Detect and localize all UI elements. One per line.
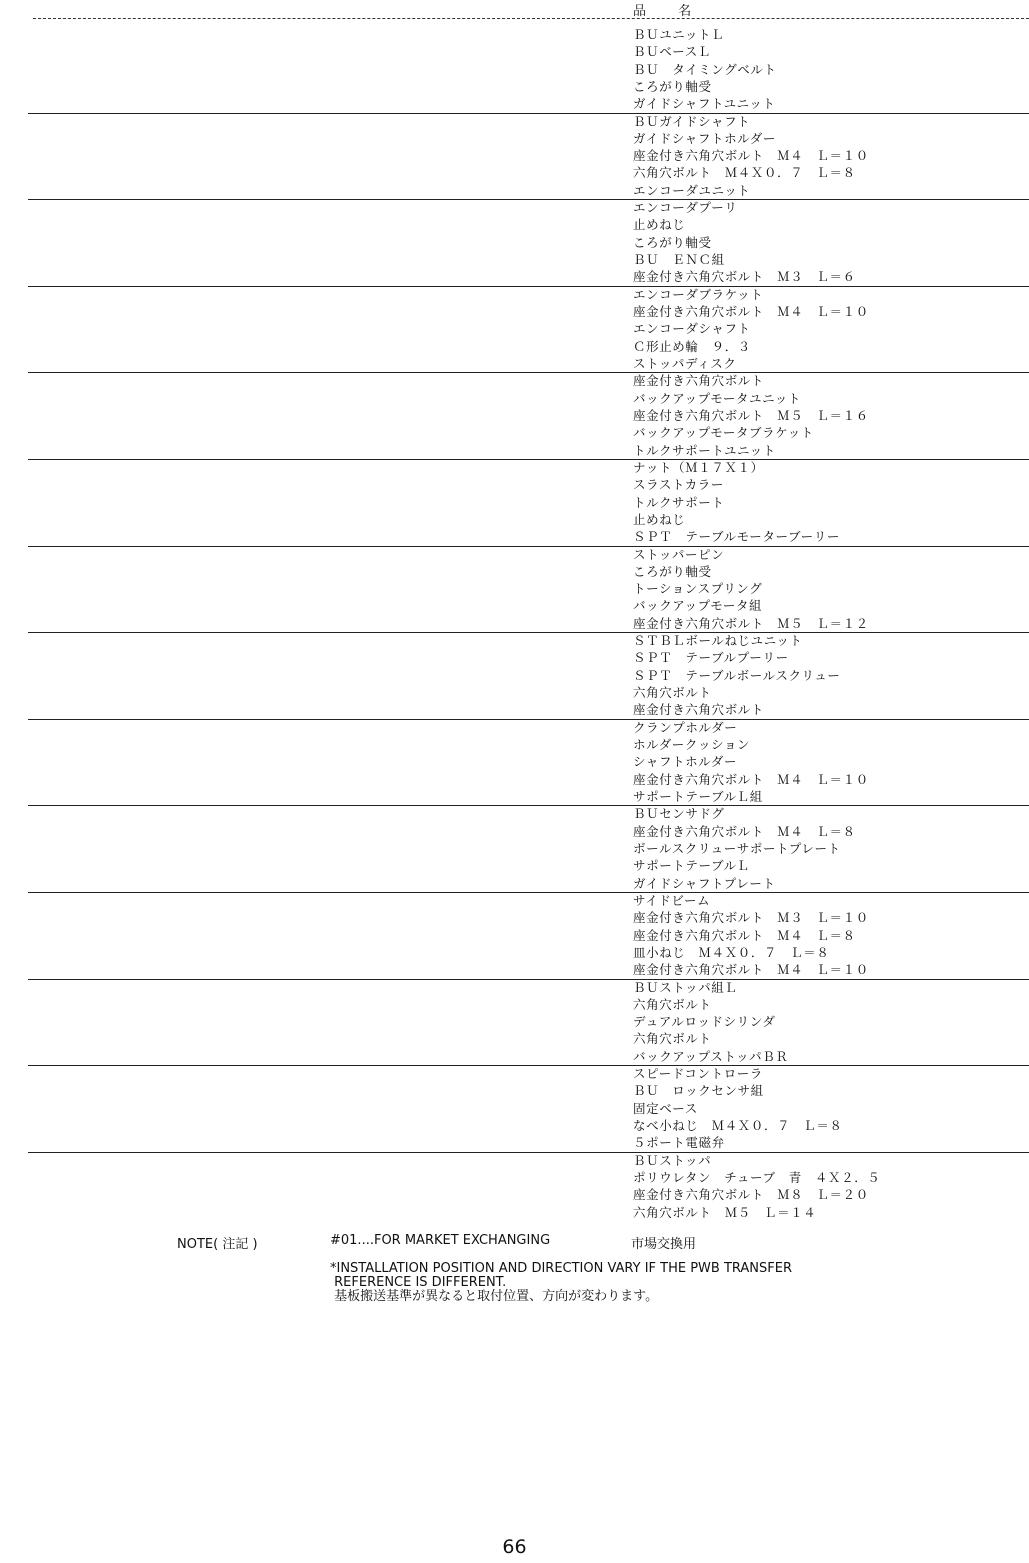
part-name: ポリウレタン チューブ 青 ４Ｘ２．５: [633, 1170, 881, 1186]
part-name: ＳＰＴ テーブルボールスクリュー: [633, 667, 841, 683]
parts-group: [0, 1152, 1029, 1239]
note-label: NOTE( 注記 ): [177, 1237, 258, 1252]
part-name: ＳＴＢＬボールねじユニット: [633, 633, 803, 649]
part-name: サイドビーム: [633, 892, 711, 908]
part-name: 六角穴ボルト: [633, 996, 712, 1012]
part-name: ストッパディスク: [633, 355, 737, 371]
note-japanese: 市場交換用: [631, 1237, 697, 1252]
part-name: ボールスクリューサポートプレート: [633, 840, 841, 856]
part-name: ＢＵガイドシャフト: [633, 113, 751, 129]
parts-group: [0, 632, 1029, 719]
part-name: 座金付き六角穴ボルト Ｍ３ Ｌ＝６: [633, 269, 856, 285]
header-dashed-line: [33, 18, 1029, 19]
part-name: サポートテーブルＬ組: [633, 788, 763, 804]
parts-group: [0, 546, 1029, 633]
part-name: スラストカラー: [633, 477, 724, 493]
part-name: 皿小ねじ Ｍ４Ｘ０．７ Ｌ＝８: [633, 944, 830, 960]
part-name: ＳＰＴ テーブルモーターブーリー: [633, 529, 840, 545]
part-name: 止めねじ: [633, 511, 686, 527]
part-name: ガイドシャフトホルダー: [633, 130, 776, 146]
part-name: Ｃ形止め輪 ９．３: [633, 338, 751, 354]
table-header: [0, 0, 1029, 20]
part-name: 座金付き六角穴ボルト: [633, 373, 765, 389]
installation-note-line-1: *INSTALLATION POSITION AND DIRECTION VARY IF THE PWB TRANSFER: [330, 1261, 793, 1276]
part-name: 固定ベース: [633, 1100, 698, 1116]
part-name: 座金付き六角穴ボルト Ｍ８ Ｌ＝２０: [633, 1187, 869, 1203]
part-name: バックアップストッパＢＲ: [633, 1048, 789, 1064]
parts-list: [0, 26, 1029, 1238]
part-name: エンコーダユニット: [633, 182, 751, 198]
part-name: ５ポート電磁弁: [633, 1135, 725, 1151]
part-name: 六角穴ボルト Ｍ５ Ｌ＝１４: [633, 1204, 817, 1220]
parts-group: [0, 1065, 1029, 1152]
column-title-part-name: 品 名: [633, 4, 706, 19]
part-name: ＳＰＴ テーブルプーリー: [633, 650, 789, 666]
installation-note: [330, 1262, 792, 1304]
part-name: ころがり軸受: [633, 78, 712, 94]
part-name: ＢＵ ロックセンサ組: [633, 1083, 764, 1099]
parts-group: [0, 979, 1029, 1066]
parts-group: [0, 459, 1029, 546]
part-name: なべ小ねじ Ｍ４Ｘ０．７ Ｌ＝８: [633, 1118, 843, 1134]
part-name: 六角穴ボルト: [633, 1031, 712, 1047]
part-name: ホルダークッション: [633, 737, 751, 753]
part-name: デュアルロッドシリンダ: [633, 1014, 776, 1030]
part-name: 座金付き六角穴ボルト Ｍ４ Ｌ＝８: [633, 823, 856, 839]
part-name: 座金付き六角穴ボルト Ｍ３ Ｌ＝１０: [633, 910, 869, 926]
part-name: 座金付き六角穴ボルト Ｍ４ Ｌ＝１０: [633, 771, 869, 787]
part-name: 止めねじ: [633, 217, 686, 233]
parts-group: [0, 805, 1029, 892]
part-name: バックアップモータ組: [633, 598, 763, 614]
part-name: エンコーダプーリ: [633, 200, 738, 216]
part-name: ころがり軸受: [633, 234, 712, 250]
parts-group: [0, 372, 1029, 459]
parts-group: [0, 719, 1029, 806]
part-name: トルクサポート: [633, 494, 725, 510]
part-name: ストッパーピン: [633, 546, 725, 562]
part-name: ナット（Ｍ１７Ｘ１）: [633, 459, 764, 475]
part-name: スピードコントローラ: [633, 1066, 764, 1082]
parts-group: [0, 26, 1029, 113]
part-name: トルクサポートユニット: [633, 442, 776, 458]
part-name: エンコーダブラケット: [633, 286, 764, 302]
parts-group: [0, 113, 1029, 200]
part-name: ＢＵ ＥＮＣ組: [633, 252, 725, 268]
page-number: 66: [502, 1536, 527, 1558]
parts-group: [0, 199, 1029, 286]
part-name: バックアップモータユニット: [633, 390, 801, 406]
part-name: 座金付き六角穴ボルト Ｍ４ Ｌ＝１０: [633, 962, 869, 978]
part-name: トーションスプリング: [633, 581, 763, 597]
part-name: 六角穴ボルト: [633, 685, 712, 701]
part-name: ＢＵユニットＬ: [633, 27, 725, 42]
part-name: 座金付き六角穴ボルト Ｍ４ Ｌ＝１０: [633, 304, 869, 320]
part-name: ガイドシャフトプレート: [633, 875, 776, 891]
part-name: ＢＵセンサドグ: [633, 806, 725, 822]
part-name: ＢＵストッパ組Ｌ: [633, 979, 738, 995]
part-name: バックアップモータブラケット: [633, 425, 814, 441]
parts-group: [0, 892, 1029, 979]
part-name: ＢＵベースＬ: [633, 44, 711, 60]
part-name: ＢＵ タイミングベルト: [633, 61, 777, 77]
part-name: 六角穴ボルト Ｍ４Ｘ０．７ Ｌ＝８: [633, 165, 856, 181]
part-name: 座金付き六角穴ボルト Ｍ５ Ｌ＝１２: [633, 615, 869, 631]
part-name: ころがり軸受: [633, 563, 712, 579]
parts-group: [0, 286, 1029, 373]
part-name: 座金付き六角穴ボルト Ｍ４ Ｌ＝８: [633, 927, 856, 943]
part-name: ガイドシャフトユニット: [633, 96, 776, 112]
installation-note-line-2: REFERENCE IS DIFFERENT.: [330, 1275, 507, 1290]
part-name: 座金付き六角穴ボルト Ｍ４ Ｌ＝１０: [633, 148, 869, 164]
installation-note-line-3: 基板搬送基準が異なると取付位置、方向が変わります。: [330, 1289, 659, 1304]
part-name: サポートテーブルＬ: [633, 858, 750, 874]
note-code: #01....FOR MARKET EXCHANGING: [330, 1233, 551, 1248]
part-name: クランプホルダー: [633, 719, 738, 735]
part-name: 座金付き六角穴ボルト Ｍ５ Ｌ＝１６: [633, 407, 869, 423]
part-name: ＢＵストッパ: [633, 1152, 712, 1168]
part-name: 座金付き六角穴ボルト: [633, 702, 765, 718]
part-name: エンコーダシャフト: [633, 321, 751, 337]
part-name: シャフトホルダー: [633, 754, 738, 770]
